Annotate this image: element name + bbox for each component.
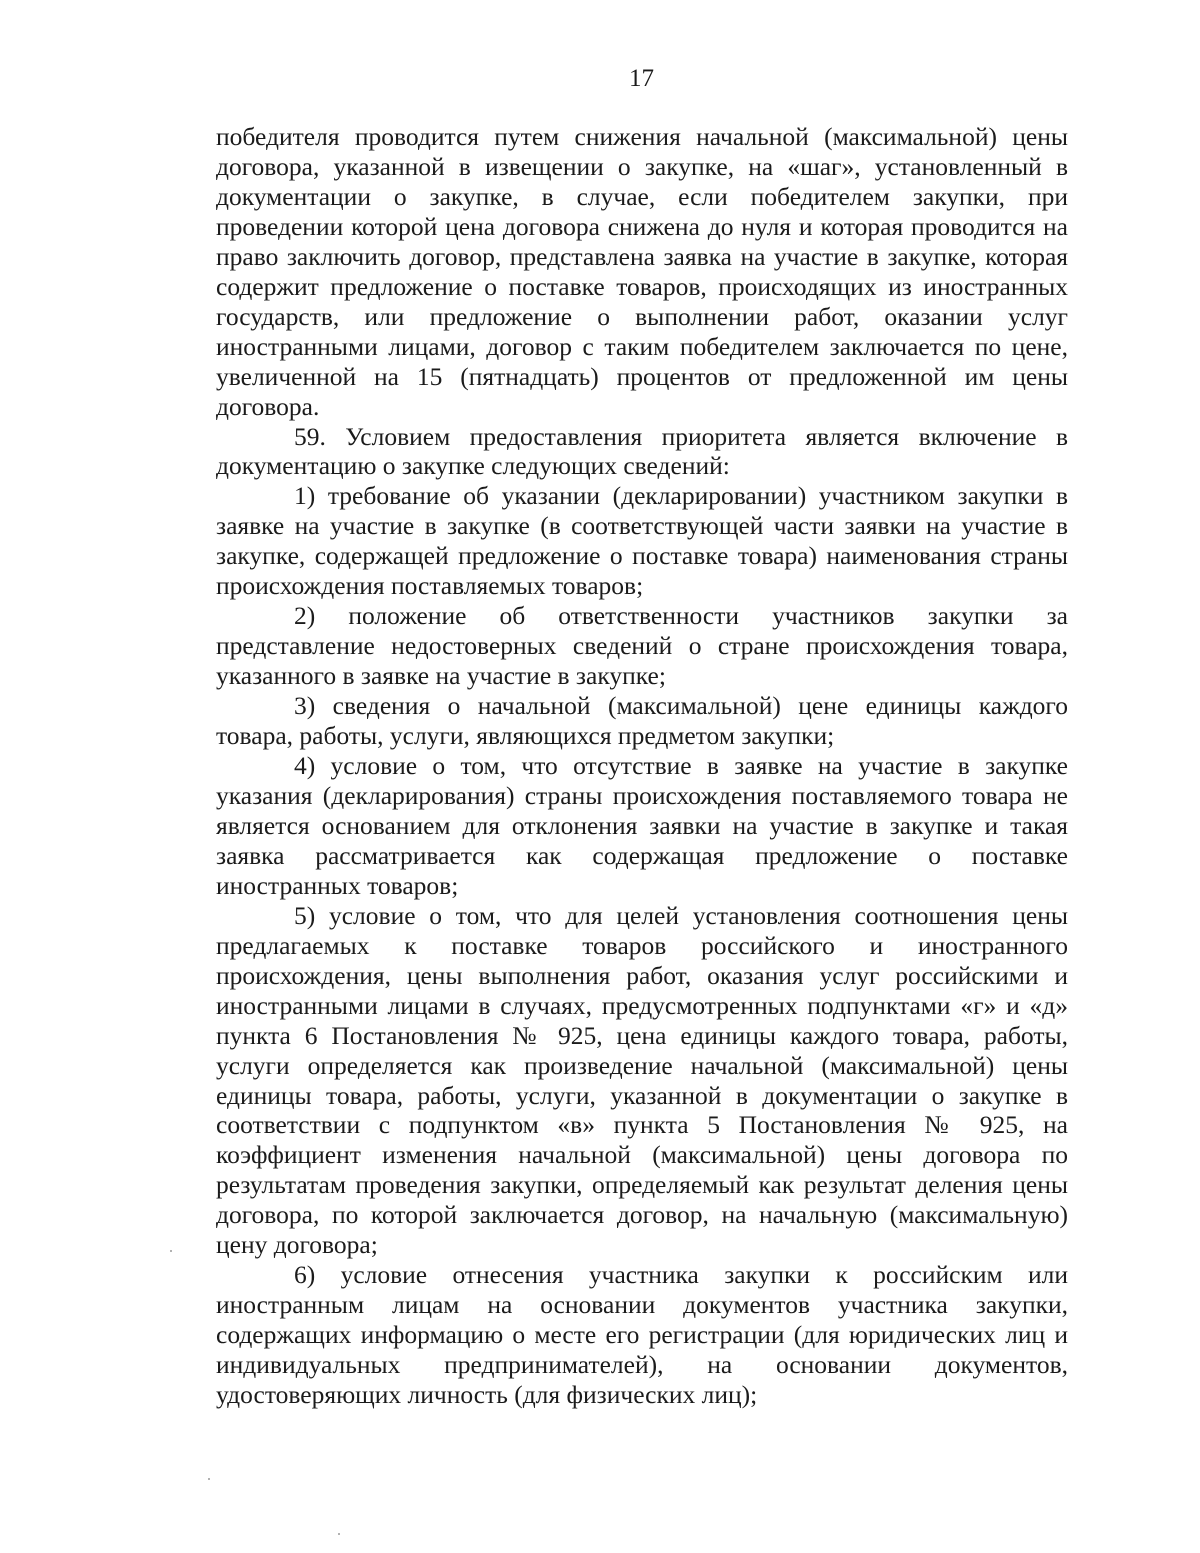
page-text — [216, 122, 1068, 1410]
paragraph-continuation: победителя проводится путем снижения начальной (максимальной) цены договора, указанной в извещении о закупке, на «шаг», установленный в документации о закупке, в случае, если победителем закупки, при проведении которой цена договора снижена до нуля и которая проводится на право заключить договор, представлена заявка на участие в закупке, которая содержит предложение о поставке товаров, происходящих из иностранных государств, или предложение о выполнении работ, оказании услуг иностранными лицами, договор с таким победителем заключается по цене, увеличенной на 15 (пятнадцать) процентов от предложенной им цены договора. — [216, 122, 1068, 421]
list-item-6: 6) условие отнесения участника закупки к российским или иностранным лицам на основании документов участника закупки, содержащих информацию о месте его регистрации (для юридических лиц и индивидуальных предпринимателей), на основании документов, удостоверяющих личность (для физических лиц); — [216, 1260, 1068, 1410]
list-item-3: 3) сведения о начальной (максимальной) цене единицы каждого товара, работы, услуги, являющихся предметом закупки; — [216, 691, 1068, 751]
scan-speck — [170, 1250, 172, 1252]
list-item-4: 4) условие о том, что отсутствие в заявке на участие в закупке указания (декларирования) страны происхождения поставляемого товара не является основанием для отклонения заявки на участие в закупке и такая заявка рассматривается как содержащая предложение о поставке иностранных товаров; — [216, 751, 1068, 900]
scan-speck — [208, 1478, 210, 1480]
scan-speck — [338, 1533, 340, 1535]
list-item-5: 5) условие о том, что для целей установления соотношения цены предлагаемых к поставке товаров российского и иностранного происхождения, цены выполнения работ, оказания услуг российскими и иностранными лицами в случаях, предусмотренных подпунктами «г» и «д» пункта 6 Постановления № 925, цена единицы каждого товара, работы, услуги определяется как произведение начальной (максимальной) цены единицы товара, работы, услуги, указанной в документации о закупке в соответствии с подпунктом «в» пункта 5 Постановления № 925, на коэффициент изменения начальной (максимальной) цены договора по результатам проведения закупки, определяемый как результат деления цены договора, по которой заключается договор, на начальную (максимальную) цену договора; — [216, 900, 1068, 1260]
page-number: 17 — [629, 65, 654, 92]
list-item-2: 2) положение об ответственности участников закупки за представление недостоверных сведений о стране происхождения товара, указанного в заявке на участие в закупке; — [216, 601, 1068, 691]
paragraph-clause-59: 59. Условием предоставления приоритета является включение в документацию о закупке следующих сведений: — [216, 421, 1068, 481]
list-item-1: 1) требование об указании (декларировании) участником закупки в заявке на участие в закупке (в соответствующей части заявки на участие в закупке, содержащей предложение о поставке товара) наименования страны происхождения поставляемых товаров; — [216, 481, 1068, 601]
